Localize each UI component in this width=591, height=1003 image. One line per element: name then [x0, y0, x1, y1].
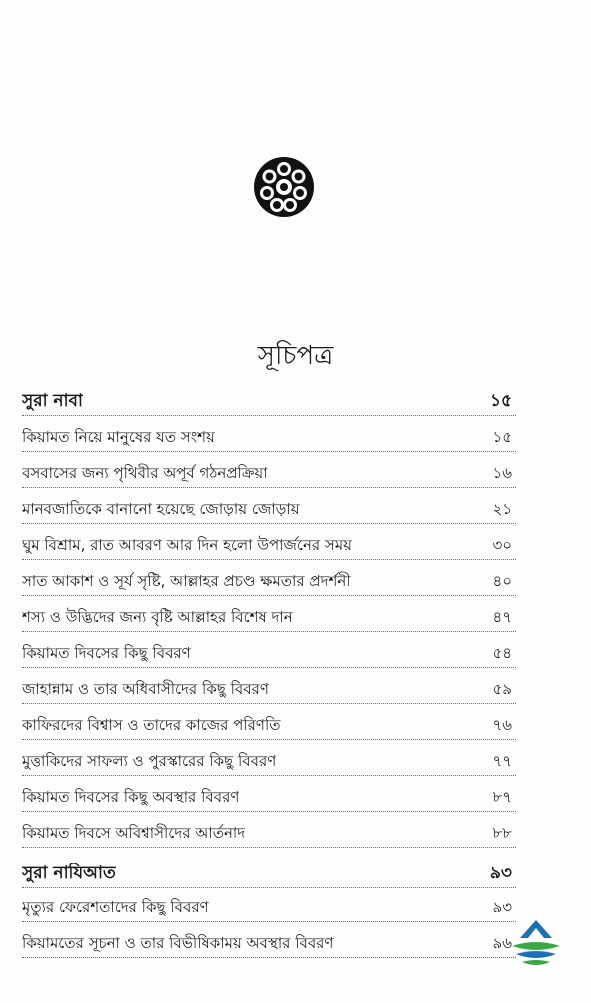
toc-entry-page-number: ৯৩ [492, 898, 512, 916]
toc-entry-label: কিয়ামত দিবসের কিছু অবস্থার বিবরণ [22, 788, 240, 806]
toc-entry-page-number: ১৬ [492, 464, 512, 482]
toc-entry-page-number: ৭৭ [492, 752, 512, 770]
toc-entry-page-number: ৩০ [492, 536, 512, 554]
surah-title: সুরা নাবা [22, 391, 83, 411]
toc-entry-page-number: ৫৯ [492, 680, 512, 698]
surah-page-number: ৯৩ [489, 863, 512, 883]
toc-entry-page-number: ৪৭ [492, 608, 512, 626]
toc-entry-label: কাফিরদের বিশ্বাস ও তাদের কাজের পরিণতি [22, 716, 281, 734]
toc-entry-page-number: ৯৬ [492, 934, 512, 952]
toc-entry-row [22, 704, 516, 740]
toc-entry-row [22, 488, 516, 524]
surah-page-number: ১৫ [489, 391, 512, 411]
toc-entry-label: কিয়ামত নিয়ে মানুষের যত সংশয় [22, 428, 215, 446]
toc-entry-label: শস্য ও উদ্ভিদের জন্য বৃষ্টি আল্লাহর বিশেষ দান [22, 608, 293, 626]
toc-entry-label: কিয়ামতের সূচনা ও তার বিভীষিকাময় অবস্থার বিবরণ [22, 934, 334, 952]
toc-entry-row [22, 886, 516, 922]
toc-entry-label: মানবজাতিকে বানানো হয়েছে জোড়ায় জোড়ায় [22, 500, 300, 518]
toc-entry-page-number: ৪০ [492, 572, 512, 590]
toc-entry-label: মুত্তাকিদের সাফল্য ও পুরস্কারের কিছু বিবরণ [22, 752, 277, 770]
toc-entry-row [22, 524, 516, 560]
toc-entry-row [22, 922, 516, 958]
toc-entry-row [22, 452, 516, 488]
toc-entry-label: কিয়ামত দিবসের কিছু বিবরণ [22, 644, 191, 662]
flower-ornament-icon [252, 155, 316, 219]
toc-entry-row [22, 740, 516, 776]
toc-entry-page-number: ২১ [492, 500, 512, 518]
toc-entry-label: মৃত্যুর ফেরেশতাদের কিছু বিবরণ [22, 898, 209, 916]
toc-entry-row [22, 668, 516, 704]
publisher-logo-icon [508, 918, 564, 970]
toc-entry-label: সাত আকাশ ও সূর্য সৃষ্টি, আল্লাহর প্রচণ্ড ক্ষমতার প্রদর্শনী [22, 572, 351, 590]
surah-title: সুরা নাযিআত [22, 863, 116, 883]
toc-entry-label: বসবাসের জন্য পৃথিবীর অপূর্ব গঠনপ্রক্রিয়া [22, 464, 268, 482]
toc-entry-page-number: ৭৬ [492, 716, 512, 734]
toc-entry-page-number: ৮৮ [492, 824, 512, 842]
surah-heading-row [22, 380, 516, 416]
toc-entry-label: জাহান্নাম ও তার অধিবাসীদের কিছু বিবরণ [22, 680, 269, 698]
toc-entry-row [22, 776, 516, 812]
toc-entry-row [22, 596, 516, 632]
toc-entry-row [22, 416, 516, 452]
page-title: সূচিপত্র [257, 341, 334, 371]
toc-entry-page-number: ৮৭ [492, 788, 512, 806]
toc-entry-label: কিয়ামত দিবসে অবিশ্বাসীদের আর্তনাদ [22, 824, 246, 842]
surah-heading-row [22, 852, 516, 888]
toc-entry-page-number: ১৫ [492, 428, 512, 446]
toc-entry-label: ঘুম বিশ্রাম, রাত আবরণ আর দিন হলো উপার্জনের সময় [22, 536, 352, 554]
toc-entry-row [22, 812, 516, 848]
toc-entry-row [22, 560, 516, 596]
toc-entry-row [22, 632, 516, 668]
toc-entry-page-number: ৫৪ [492, 644, 512, 662]
